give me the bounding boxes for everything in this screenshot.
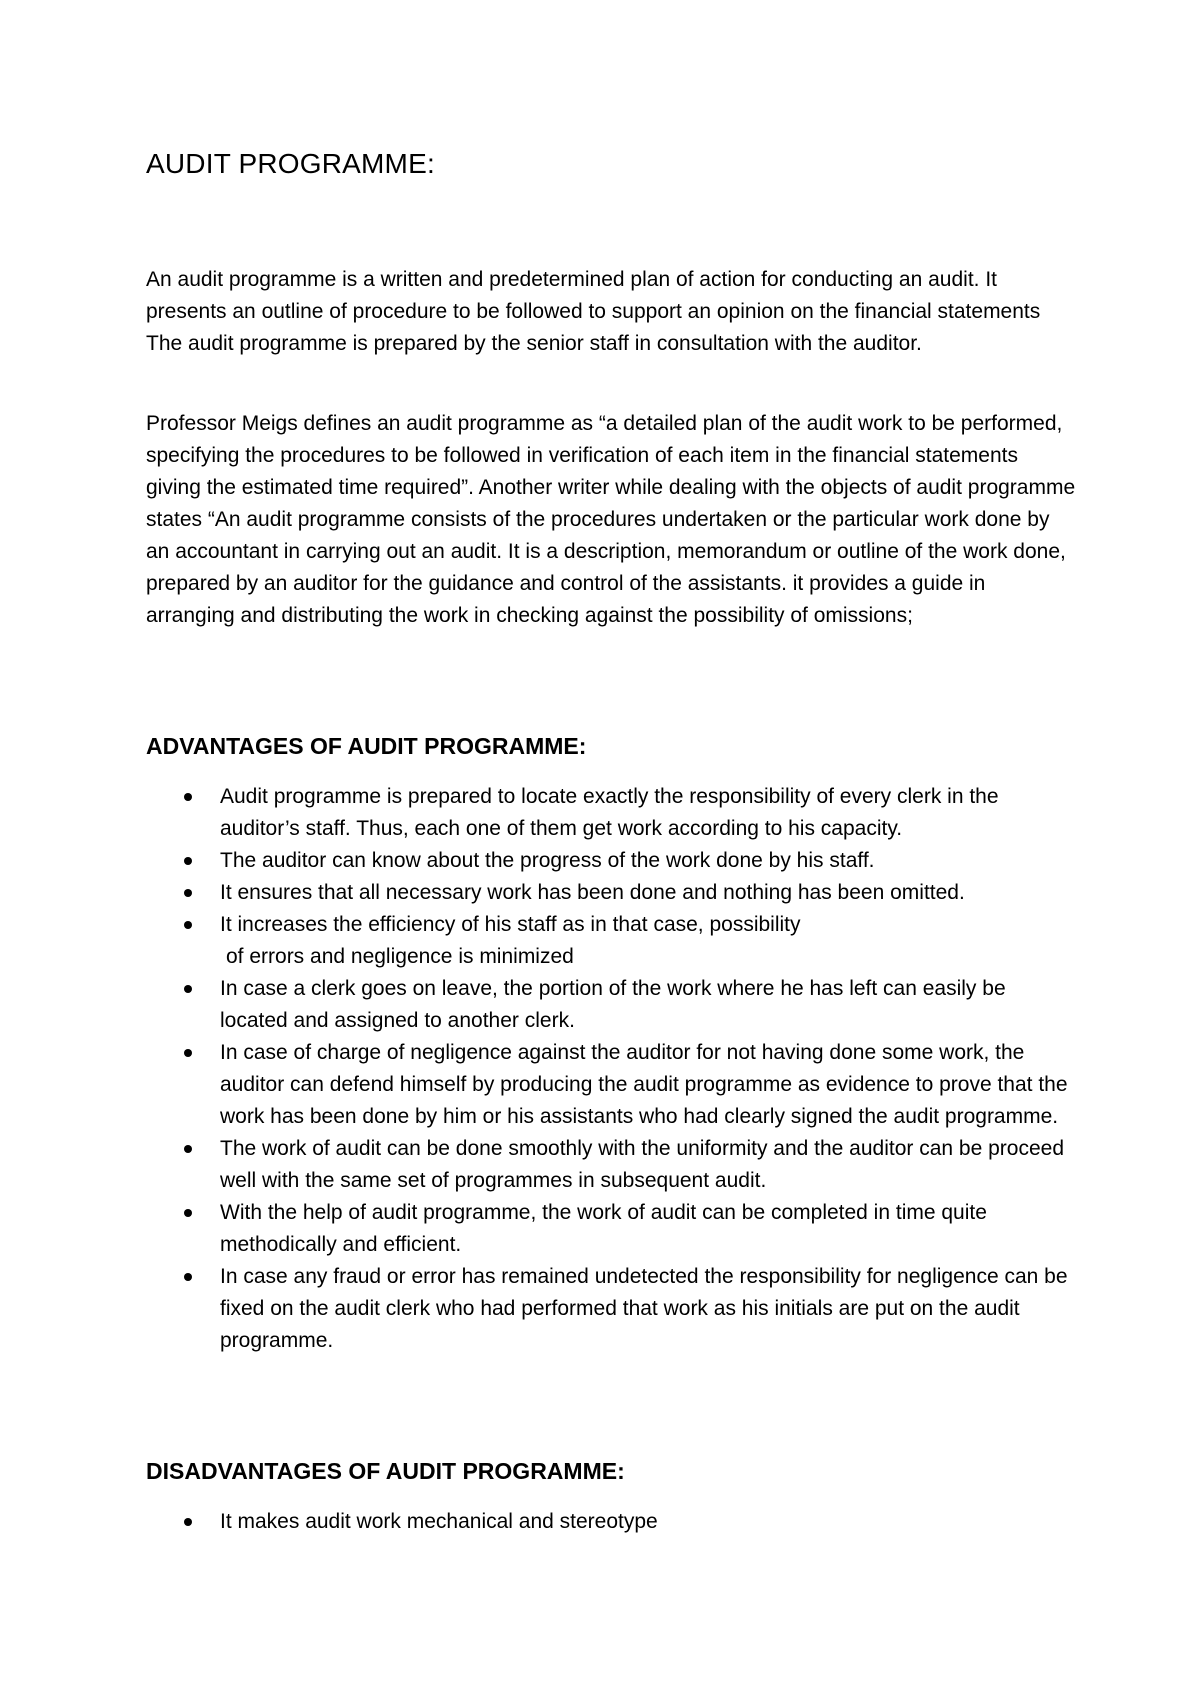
advantages-heading: ADVANTAGES OF AUDIT PROGRAMME: <box>146 733 587 759</box>
list-item <box>146 1133 1076 1197</box>
disadvantages-heading: DISADVANTAGES OF AUDIT PROGRAMME: <box>146 1458 625 1484</box>
bullet-icon <box>184 921 192 929</box>
intro-paragraph: An audit programme is a written and predetermined plan of action for conducting an audit. It presents an outline of procedure to be followed to support an opinion on the financial statements The audit programme is prepared by the senior staff in consultation with the auditor. <box>146 268 1041 355</box>
document-title: AUDIT PROGRAMME: <box>146 148 435 179</box>
list-item <box>146 1506 1076 1538</box>
advantages-list <box>146 781 1076 1357</box>
bullet-icon <box>184 1049 192 1057</box>
list-item <box>146 1261 1076 1357</box>
list-item <box>146 877 1076 909</box>
list-item-text: It makes audit work mechanical and stereotype <box>220 1510 658 1533</box>
list-item-text: In case a clerk goes on leave, the portion of the work where he has left can easily be located and assigned to another clerk. <box>220 977 1006 1032</box>
bullet-icon <box>184 1209 192 1217</box>
disadvantages-list <box>146 1506 1076 1538</box>
list-item-text: It increases the efficiency of his staff as in that case, possibility <box>220 913 801 936</box>
list-item-text: Audit programme is prepared to locate exactly the responsibility of every clerk in the auditor’s staff. Thus, each one of them get work according to his capacity. <box>220 785 999 840</box>
bullet-icon <box>184 793 192 801</box>
list-item <box>146 973 1076 1037</box>
list-item <box>146 909 1076 973</box>
bullet-icon <box>184 1145 192 1153</box>
bullet-icon <box>184 1518 192 1526</box>
list-item <box>146 781 1076 845</box>
list-item-text: The work of audit can be done smoothly with the uniformity and the auditor can be proceed well with the same set of programmes in subsequent audit. <box>220 1137 1064 1192</box>
bullet-icon <box>184 889 192 897</box>
list-item-text: In case of charge of negligence against the auditor for not having done some work, the auditor can defend himself by producing the audit programme as evidence to prove that the work has been done by him or his assistants who had clearly signed the audit programme. <box>220 1041 1068 1128</box>
list-item <box>146 1037 1076 1133</box>
list-item-text: The auditor can know about the progress of the work done by his staff. <box>220 849 875 872</box>
list-item-text: It ensures that all necessary work has been done and nothing has been omitted. <box>220 881 965 904</box>
bullet-icon <box>184 857 192 865</box>
list-item <box>146 1197 1076 1261</box>
bullet-icon <box>184 1273 192 1281</box>
list-item-text: With the help of audit programme, the work of audit can be completed in time quite methodically and efficient. <box>220 1201 987 1256</box>
list-item-continuation: of errors and negligence is minimized <box>226 945 574 968</box>
list-item <box>146 845 1076 877</box>
list-item-text: In case any fraud or error has remained undetected the responsibility for negligence can be fixed on the audit clerk who had performed that work as his initials are put on the audit programme. <box>220 1265 1068 1352</box>
definition-paragraph: Professor Meigs defines an audit programme as “a detailed plan of the audit work to be performed, specifying the procedures to be followed in verification of each item in the financial statements giving the estimated time required”. Another writer while dealing with the objects of audit programme states “An audit programme consists of the procedures undertaken or the particular work done by an accountant in carrying out an audit. It is a description, memorandum or outline of the work done, prepared by an auditor for the guidance and control of the assistants. it provides a guide in arranging and distributing the work in checking against the possibility of omissions; <box>146 412 1076 627</box>
bullet-icon <box>184 985 192 993</box>
